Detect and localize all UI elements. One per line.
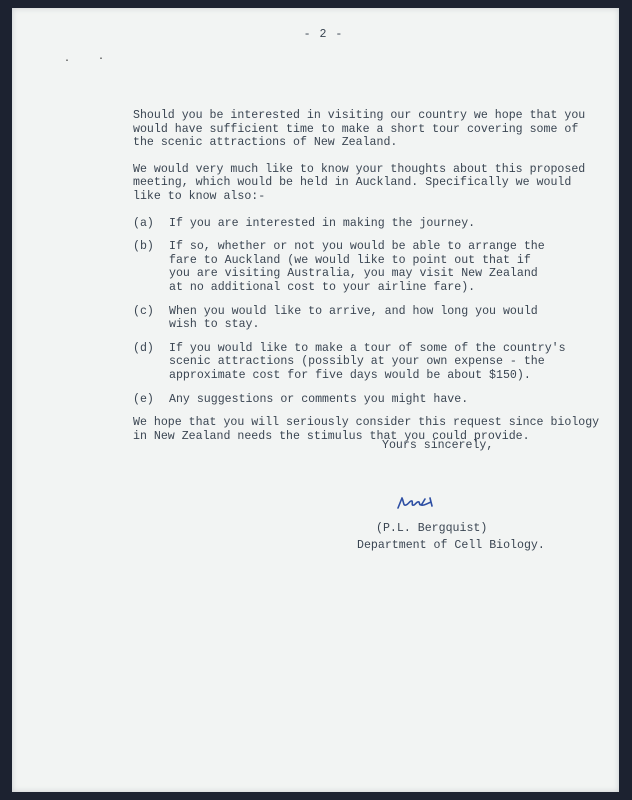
paragraph-closing-request: We hope that you will seriously consider this request since biology in New Zealand needs the stimulus that you could provide. [133,416,600,443]
punch-mark: · [64,56,71,67]
list-item-text: When you would like to arrive, and how long you would wish to stay. [169,304,538,332]
list-item-text: If so, whether or not you would be able to arrange the fare to Auckland (we would like to point out that if you are visiting Australia, you may visit New Zealand at no additional cost to your airline fare). [169,240,545,294]
handwritten-signature [395,492,439,514]
list-item [133,240,603,294]
list-item [133,342,603,383]
signer-department: Department of Cell Biology. [357,539,545,552]
letter-page [12,8,619,792]
punch-mark: · [98,54,105,65]
page-number: - 2 - [303,28,344,41]
list-item-label: (d) [133,341,154,355]
list-item-label: (a) [133,216,154,230]
paragraph-intro: Should you be interested in visiting our country we hope that you would have sufficient time to make a short tour covering some of the scenic attractions of New Zealand. [133,109,586,150]
paragraph-meeting: We would very much like to know your thoughts about this proposed meeting, which would be held in Auckland. Specifically we would like to know also:- [133,162,586,203]
complimentary-close: Yours sincerely, [382,439,494,452]
list-item-label: (e) [133,392,154,406]
list-item [133,393,603,407]
list-item [133,305,603,332]
list-item-label: (c) [133,304,154,318]
list-item-label: (b) [133,240,154,254]
list-item-text: If you are interested in making the journey. [169,216,476,230]
list-item-text: Any suggestions or comments you might have. [169,392,469,406]
signer-name: (P.L. Bergquist) [376,522,488,535]
list-item-text: If you would like to make a tour of some of the country's scenic attractions (possibly at your own expense - the approximate cost for five days would be about $150). [169,341,566,382]
letter-body [133,109,603,456]
list-item [133,217,603,231]
